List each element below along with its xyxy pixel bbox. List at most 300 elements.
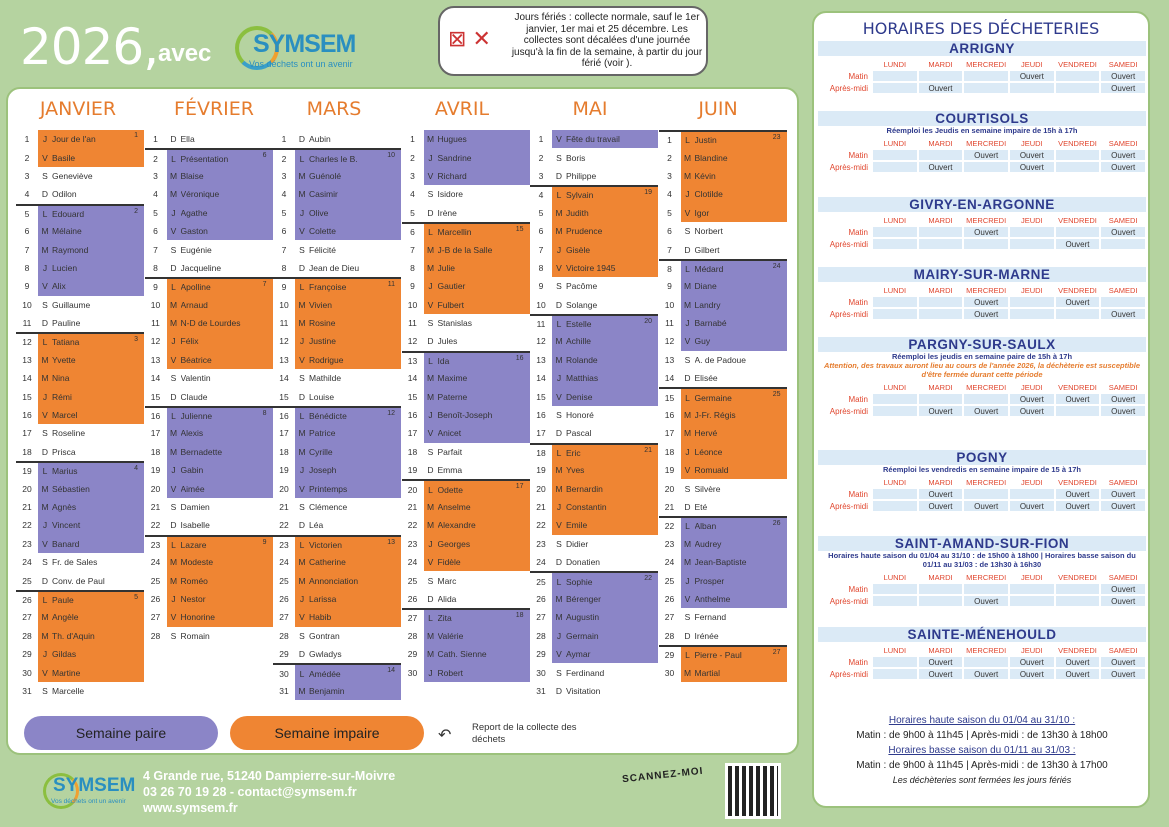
- day-row: [16, 387, 144, 405]
- day-number: 31: [273, 682, 295, 700]
- day-row: [659, 406, 787, 424]
- day-number: 19: [16, 463, 38, 479]
- day-row: [659, 204, 787, 222]
- hours-cell: [1100, 238, 1146, 250]
- saint-name: Félix: [180, 336, 199, 347]
- dechetterie-block: [818, 536, 1146, 607]
- day-row: [659, 185, 787, 203]
- hours-cell: Ouvert: [1055, 488, 1101, 500]
- hours-cell: Ouvert: [918, 405, 964, 417]
- day-row: [145, 185, 273, 203]
- day-number: 21: [16, 498, 38, 516]
- week-number: 4: [134, 465, 138, 473]
- day-number: 20: [16, 479, 38, 497]
- day-row: [530, 498, 658, 516]
- weekday-letter: L: [299, 153, 305, 164]
- day-number: 31: [16, 682, 38, 700]
- day-row: [659, 516, 787, 534]
- saint-name: Présentation: [180, 153, 229, 164]
- weekday-letter: D: [555, 557, 563, 568]
- day-number: 29: [530, 645, 552, 663]
- weekday-letter: J: [299, 207, 305, 218]
- holiday-notice: ⊠ ✕ Jours fériés : collecte normale, sauf le 1er janvier, 1er mai et 25 décembre. Les collectes sont décalées d'une journée jusqu'à la fin de la semaine, à partir du jour férié (voir ).: [438, 6, 708, 76]
- day-row: [273, 682, 401, 700]
- day-number: 14: [16, 369, 38, 387]
- hours-cell: Ouvert: [963, 308, 1009, 320]
- weekday-header: MARDI: [918, 476, 964, 488]
- saint-name: Habib: [309, 612, 332, 623]
- month-column: [16, 130, 144, 700]
- day-number: 8: [402, 259, 424, 277]
- day-number: 24: [273, 553, 295, 571]
- day-number: 7: [530, 240, 552, 258]
- saint-name: Guénolé: [309, 170, 342, 181]
- day-number: 24: [530, 553, 552, 571]
- weekday-letter: S: [42, 685, 48, 696]
- hours-cell: [872, 226, 918, 238]
- saint-name: Romuald: [694, 465, 729, 476]
- day-number: 10: [273, 296, 295, 314]
- weekday-header: VENDREDI: [1055, 58, 1101, 70]
- day-row: [659, 130, 787, 148]
- saint-name: Gabin: [180, 465, 204, 476]
- weekday-letter: J: [685, 189, 690, 200]
- day-row: [530, 627, 658, 645]
- day-row: [273, 148, 401, 166]
- qr-code[interactable]: [728, 766, 778, 816]
- saint-name: Romain: [180, 630, 210, 641]
- legend-odd-week: Semaine impaire: [230, 716, 424, 750]
- day-row: [530, 167, 658, 185]
- saint-name: Victorien: [309, 539, 342, 550]
- weekday-letter: D: [41, 575, 49, 586]
- day-number: 25: [530, 573, 552, 589]
- weekday-letter: D: [298, 520, 306, 531]
- weekday-header: LUNDI: [872, 137, 918, 149]
- hours-cell: [1055, 405, 1101, 417]
- saint-name: Parfait: [437, 446, 463, 457]
- day-number: 14: [273, 369, 295, 387]
- hours-cell: [872, 82, 918, 94]
- saint-name: Denise: [566, 391, 593, 402]
- day-number: 27: [16, 608, 38, 626]
- saint-name: Gautier: [437, 281, 466, 292]
- saint-name: Achille: [566, 336, 592, 347]
- week-number: 9: [262, 538, 267, 546]
- saint-name: Visitation: [566, 685, 601, 696]
- hours-cell: Ouvert: [1100, 488, 1146, 500]
- day-row: [402, 590, 530, 608]
- day-number: 15: [273, 387, 295, 405]
- saint-name: J-Fr. Régis: [694, 410, 736, 421]
- day-number: 16: [530, 406, 552, 424]
- day-number: 27: [402, 610, 424, 626]
- weekday-letter: J: [685, 446, 690, 457]
- hours-cell: [872, 238, 918, 250]
- saint-name: Constantin: [566, 502, 607, 512]
- day-number: 15: [659, 389, 681, 405]
- day-number: 22: [659, 518, 681, 534]
- weekday-letter: M: [683, 557, 692, 568]
- weekday-letter: L: [42, 594, 48, 605]
- day-row: [145, 406, 273, 424]
- day-row: [402, 148, 530, 166]
- day-row: [273, 130, 401, 148]
- day-row: [402, 608, 530, 626]
- day-number: 1: [273, 130, 295, 148]
- day-row: [145, 479, 273, 497]
- day-number: 1: [659, 132, 681, 148]
- saint-name: Sébastien: [52, 483, 90, 494]
- saint-name: Aubin: [309, 134, 331, 145]
- weekday-letter: L: [171, 539, 176, 550]
- day-row: [402, 130, 530, 148]
- hours-cell: Ouvert: [1009, 500, 1055, 512]
- saint-name: Valérie: [437, 630, 464, 641]
- day-row: [530, 332, 658, 350]
- day-row: [16, 296, 144, 314]
- hours-cell: [1055, 595, 1101, 607]
- day-number: 22: [16, 516, 38, 534]
- day-row: [16, 516, 144, 534]
- day-row: [16, 479, 144, 497]
- day-row: [530, 351, 658, 369]
- weekday-letter: M: [426, 244, 435, 255]
- site-note: Réemploi les vendredis en semaine impaire de 15 à 17h: [882, 465, 1081, 474]
- period-label: Après-midi: [818, 668, 872, 680]
- weekday-header: VENDREDI: [1055, 381, 1101, 393]
- day-number: 28: [402, 627, 424, 645]
- day-number: 5: [659, 204, 681, 222]
- site-warning: Attention, des travaux auront lieu au cours de l'année 2026, la déchèterie est susceptible d'être fermée durant cette période: [823, 361, 1141, 379]
- hours-cell: [872, 296, 918, 308]
- saint-name: Gwladys: [309, 649, 342, 660]
- weekday-letter: M: [555, 465, 563, 476]
- weekday-header: MERCREDI: [963, 476, 1009, 488]
- saint-name: Robert: [437, 667, 464, 678]
- day-number: 5: [402, 204, 424, 222]
- day-row: [16, 535, 144, 553]
- saint-name: Marcel: [52, 410, 78, 421]
- day-number: 23: [273, 537, 295, 553]
- hours-cell: [872, 393, 918, 405]
- day-number: 8: [16, 259, 38, 277]
- weekday-letter: S: [299, 630, 305, 641]
- day-number: 11: [530, 316, 552, 332]
- saint-name: Stanislas: [437, 318, 472, 329]
- hours-cell: Ouvert: [1100, 668, 1146, 680]
- saint-name: Pascal: [566, 428, 592, 439]
- saint-name: Tatiana: [52, 337, 80, 348]
- hours-cell: Ouvert: [963, 226, 1009, 238]
- day-number: 21: [530, 498, 552, 516]
- day-row: [145, 590, 273, 608]
- saint-name: Audrey: [694, 538, 722, 549]
- saint-name: Anthelme: [694, 593, 731, 604]
- day-number: 3: [273, 167, 295, 185]
- weekday-letter: V: [42, 410, 48, 421]
- day-row: [273, 645, 401, 663]
- saint-name: Martial: [694, 667, 721, 678]
- weekday-letter: V: [299, 612, 305, 623]
- day-row: [273, 663, 401, 681]
- week-number: 13: [387, 538, 395, 546]
- weekday-letter: S: [427, 575, 434, 586]
- saint-name: Jean-Baptiste: [694, 557, 747, 568]
- day-row: [402, 424, 530, 442]
- day-number: 26: [273, 590, 295, 608]
- weekday-letter: J: [428, 667, 433, 678]
- weekday-header: JEUDI: [1009, 476, 1055, 488]
- day-row: [402, 259, 530, 277]
- day-row: [273, 443, 401, 461]
- day-row: [273, 461, 401, 479]
- month-header: MARS: [306, 98, 362, 120]
- day-number: 22: [402, 516, 424, 534]
- day-row: [659, 535, 787, 553]
- saint-name: Louise: [309, 391, 335, 402]
- saint-name: Claude: [180, 391, 208, 402]
- day-number: 6: [145, 222, 167, 240]
- weekday-letter: L: [685, 521, 690, 532]
- week-number: 20: [644, 317, 652, 325]
- day-number: 27: [659, 608, 681, 626]
- weekday-header: LUNDI: [872, 214, 918, 226]
- period-label: Matin: [818, 70, 872, 82]
- weekday-header: MARDI: [918, 284, 964, 296]
- weekday-header: LUNDI: [872, 644, 918, 656]
- month-header: JANVIER: [39, 98, 117, 120]
- day-number: 23: [16, 535, 38, 553]
- saint-name: Blaise: [180, 170, 204, 181]
- weekday-header: MERCREDI: [963, 644, 1009, 656]
- day-row: [530, 204, 658, 222]
- weekday-letter: D: [170, 520, 177, 531]
- saint-name: Clémence: [309, 502, 348, 512]
- saint-name: Rosine: [309, 318, 336, 329]
- hours-cell: Ouvert: [1055, 656, 1101, 668]
- hours-cell: [1009, 238, 1055, 250]
- day-number: 28: [530, 627, 552, 645]
- saint-name: Cyrille: [309, 446, 333, 457]
- saint-name: Casimir: [309, 189, 338, 200]
- bin-crossed-icon: ⊠ ✕: [448, 26, 491, 51]
- day-number: 20: [402, 481, 424, 497]
- day-row: [402, 663, 530, 681]
- weekday-header: MERCREDI: [963, 137, 1009, 149]
- day-number: 22: [530, 516, 552, 534]
- day-number: 17: [273, 424, 295, 442]
- saint-name: Hervé: [694, 428, 718, 439]
- day-row: [659, 314, 787, 332]
- weekday-letter: D: [684, 244, 691, 255]
- saint-name: Nestor: [180, 593, 206, 604]
- weekday-letter: V: [556, 520, 562, 531]
- saint-name: Isabelle: [180, 520, 210, 531]
- site-name: ARRIGNY: [818, 41, 1146, 56]
- day-number: 5: [16, 206, 38, 222]
- hours-grid: [818, 214, 1146, 250]
- period-label: Après-midi: [818, 500, 872, 512]
- day-number: 2: [659, 148, 681, 166]
- hours-cell: Ouvert: [1055, 393, 1101, 405]
- day-number: 25: [402, 571, 424, 589]
- weekday-letter: S: [170, 244, 177, 255]
- hours-cell: Ouvert: [1100, 583, 1146, 595]
- saint-name: Maxime: [437, 373, 468, 384]
- weekday-letter: S: [299, 373, 305, 384]
- saint-name: Ferdinand: [566, 667, 605, 678]
- weekday-letter: J: [556, 630, 562, 641]
- hours-cell: Ouvert: [1100, 393, 1146, 405]
- saint-name: Alexandre: [437, 520, 476, 531]
- weekday-letter: J: [171, 336, 176, 347]
- weekday-letter: M: [426, 649, 435, 660]
- day-row: [402, 185, 530, 203]
- week-number: 14: [387, 667, 395, 675]
- day-number: 4: [402, 185, 424, 203]
- weekday-letter: M: [683, 299, 692, 310]
- weekday-letter: M: [169, 170, 178, 181]
- day-row: [16, 130, 144, 148]
- saint-name: Emile: [566, 520, 588, 531]
- hours-cell: [963, 161, 1009, 173]
- weekday-letter: M: [41, 373, 49, 384]
- day-number: 17: [402, 424, 424, 442]
- day-number: 11: [273, 314, 295, 332]
- hours-cell: Ouvert: [1055, 668, 1101, 680]
- day-row: [659, 167, 787, 185]
- weekday-letter: M: [426, 262, 435, 273]
- hours-cell: Ouvert: [1009, 70, 1055, 82]
- weekday-letter: M: [683, 410, 692, 421]
- day-number: 20: [659, 479, 681, 497]
- saint-name: Agathe: [180, 207, 208, 218]
- saint-name: Gontran: [309, 630, 340, 641]
- week-number: 8: [262, 409, 267, 417]
- site-name: POGNY: [818, 450, 1146, 465]
- day-row: [16, 277, 144, 295]
- weekday-letter: D: [555, 428, 563, 439]
- week-number: 3: [134, 336, 138, 344]
- day-row: [530, 663, 658, 681]
- saint-name: Landry: [694, 299, 721, 310]
- weekday-letter: V: [427, 557, 434, 568]
- weekday-letter: J: [42, 134, 48, 145]
- day-row: [530, 222, 658, 240]
- day-row: [16, 240, 144, 258]
- weekday-letter: L: [299, 668, 305, 679]
- weekday-letter: J: [42, 391, 48, 402]
- hours-cell: Ouvert: [963, 296, 1009, 308]
- weekday-header: SAMEDI: [1100, 476, 1146, 488]
- saint-name: Angèle: [52, 612, 79, 623]
- weekday-letter: S: [42, 299, 48, 310]
- hours-cell: Ouvert: [1009, 161, 1055, 173]
- weekday-letter: V: [556, 134, 562, 145]
- day-row: [145, 516, 273, 534]
- weekday-letter: V: [42, 538, 48, 549]
- hours-cell: [872, 405, 918, 417]
- day-number: 26: [402, 590, 424, 608]
- weekday-header: VENDREDI: [1055, 476, 1101, 488]
- month-column: [145, 130, 273, 645]
- day-number: 29: [402, 645, 424, 663]
- saint-name: Léonce: [694, 446, 723, 457]
- weekday-letter: S: [42, 557, 48, 568]
- weekday-letter: M: [41, 612, 49, 623]
- day-row: [530, 553, 658, 571]
- weekday-header: JEUDI: [1009, 214, 1055, 226]
- saint-name: Zita: [437, 613, 452, 624]
- weekday-letter: D: [170, 262, 177, 273]
- saint-name: Mathilde: [309, 373, 342, 384]
- weekday-letter: S: [170, 630, 177, 641]
- weekday-letter: J: [299, 336, 305, 347]
- weekday-letter: D: [41, 318, 49, 329]
- day-row: [530, 461, 658, 479]
- weekday-letter: M: [555, 207, 563, 218]
- saint-name: Alexis: [180, 428, 204, 439]
- season-info: Horaires haute saison du 01/04 au 31/10 : Matin : de 9h00 à 11h45 | Après-midi : de 13h30 à 18h00 Horaires basse saison du 01/11 au 31/03 : Matin : de 9h00 à 11h45 | Après-midi : de 13h30 à 17h00 Les déchèteries sont fermées les jours fériés: [856, 715, 1108, 785]
- weekday-letter: L: [171, 153, 176, 164]
- saint-name: Yvette: [52, 354, 76, 365]
- saint-name: Alida: [437, 593, 457, 604]
- day-number: 12: [530, 332, 552, 350]
- saint-name: Eric: [566, 447, 581, 458]
- day-number: 12: [16, 334, 38, 350]
- weekday-letter: V: [427, 299, 434, 310]
- day-row: [402, 406, 530, 424]
- day-row: [402, 461, 530, 479]
- hours-cell: [918, 308, 964, 320]
- saint-name: Fulbert: [437, 299, 464, 310]
- day-row: [273, 553, 401, 571]
- weekday-letter: D: [298, 391, 306, 402]
- day-number: 2: [402, 148, 424, 166]
- hours-cell: [1009, 308, 1055, 320]
- weekday-letter: L: [685, 650, 690, 661]
- day-row: [273, 332, 401, 350]
- weekday-letter: S: [556, 281, 562, 292]
- day-row: [273, 571, 401, 589]
- weekday-letter: M: [683, 281, 692, 292]
- day-number: 16: [16, 406, 38, 424]
- weekday-letter: J: [556, 373, 562, 384]
- day-row: [273, 277, 401, 295]
- day-number: 23: [402, 535, 424, 553]
- day-number: 22: [273, 516, 295, 534]
- weekday-letter: J: [685, 318, 690, 329]
- hours-cell: [1055, 149, 1101, 161]
- week-number: 5: [134, 593, 138, 601]
- day-row: [16, 443, 144, 461]
- report-arrow-icon: ↶: [438, 727, 452, 744]
- hours-cell: Ouvert: [1055, 500, 1101, 512]
- weekday-letter: M: [298, 170, 306, 181]
- day-row: [145, 627, 273, 645]
- day-row: [145, 387, 273, 405]
- day-number: 29: [273, 645, 295, 663]
- day-number: 27: [273, 608, 295, 626]
- week-number: 24: [772, 262, 781, 270]
- day-row: [659, 498, 787, 516]
- day-row: [402, 645, 530, 663]
- saint-name: Colette: [309, 226, 336, 237]
- weekday-header: MARDI: [918, 137, 964, 149]
- saint-name: Justin: [694, 135, 717, 146]
- saint-name: Norbert: [694, 226, 723, 237]
